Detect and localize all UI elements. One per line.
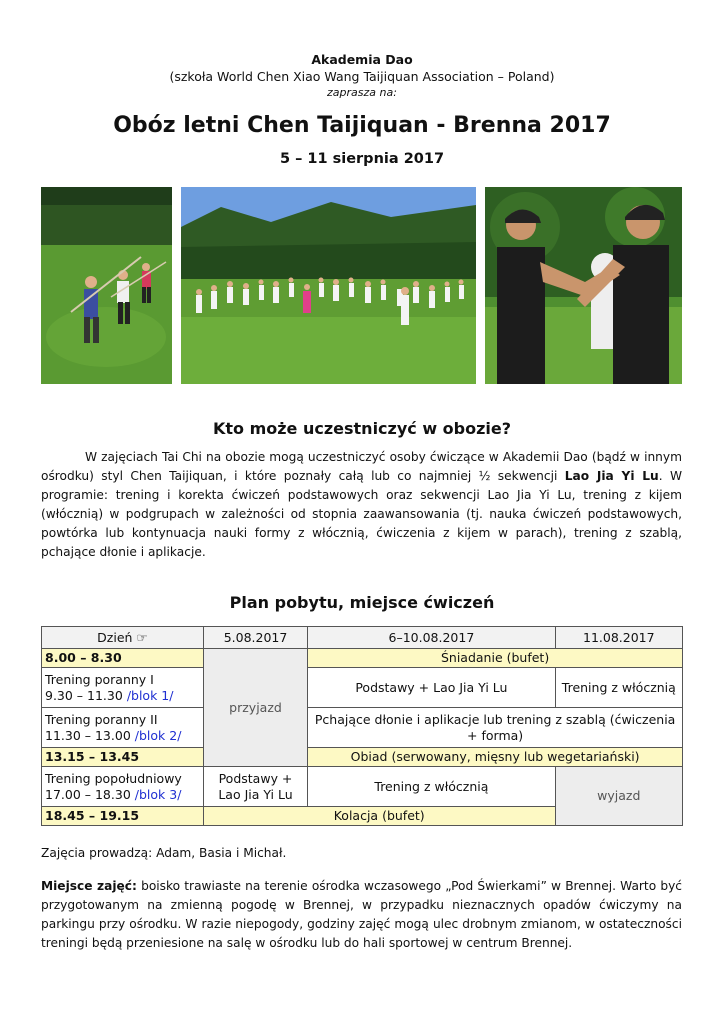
photo-stick-practice [41,187,172,384]
photo-group-training [181,187,476,384]
morning1-last-day: Trening z włócznią [555,668,682,708]
morning2-label [42,708,204,748]
morning2-name: Trening poranny II [45,711,158,727]
arrival-cell: przyjazd [203,649,307,767]
afternoon-name: Trening popołudniowy [45,770,182,786]
section-heading-plan: Plan pobytu, miejsce ćwiczeń [229,593,495,612]
table-row [42,767,683,807]
morning1-main: Podstawy + Lao Jia Yi Lu [308,668,555,708]
place-label: Miejsce zajęć: [41,879,137,893]
breakfast-cell: Śniadanie (bufet) [308,649,683,668]
afternoon-block: /blok 3/ [134,786,182,802]
who-paragraph-2: W programie: trening i korekta ćwiczeń podstawowych oraz sekwencji Lao Jia Yi Lu, trening z kijem (włócznią) w podgrupach w zależności od stopnia zaawansowania (tj. nauka ćwiczeń podstawowych, powtórka lub kontynuacja nauki formy z włócznią, ćwiczenia z kijem w parach), trening z szablą, pchające dłonie i aplikacje. [41,469,683,559]
table-row [42,668,683,708]
lunch-cell: Obiad (serwowany, mięsny lub wegetariański) [308,748,683,767]
section-heading-who: Kto może uczestniczyć w obozie? [212,419,512,438]
morning2-time: 11.30 – 13.00 [45,727,131,743]
afternoon-main: Trening z włócznią [308,767,555,807]
header-last-day: 11.08.2017 [555,627,682,649]
header-middle-days: 6–10.08.2017 [308,627,555,649]
lunch-time: 13.15 – 13.45 [42,748,204,767]
event-dates: 5 – 11 sierpnia 2017 [279,151,445,167]
sequence-name: Lao Jia Yi Lu [564,469,659,483]
who-paragraph-1: W zajęciach Tai Chi na obozie mogą uczestniczyć osoby ćwiczące w Akademii Dao (bądź w innym ośrodku) styl Chen Taijiquan, i które poznały całą lub co najmniej ½ sekwencji [41,450,682,483]
dinner-time: 18.45 – 19.15 [42,807,204,826]
morning1-label [42,668,204,708]
table-row [42,649,683,668]
who-description: W zajęciach Tai Chi na obozie mogą uczestniczyć osoby ćwiczące w Akademii Dao (bądź w innym ośrodku) styl Chen Taijiquan, i które poznały całą lub co najmniej ½ sekwencji Lao Jia Yi Lu. W programie: trening i korekta ćwiczeń podstawowych oraz sekwencji Lao Jia Yi Lu, trening z kijem (włócznią) w podgrupach w zależności od stopnia zaawansowania (tj. nauka ćwiczeń podstawowych, powtórka lub kontynuacja nauki formy z włócznią, ćwiczenia z kijem w parach), trening z szablą, pchające dłonie i aplikacje. [41,450,683,559]
afternoon-time: 17.00 – 18.30 [45,786,131,802]
schedule-table [41,626,683,826]
photo-push-hands [485,187,682,384]
breakfast-time: 8.00 – 8.30 [42,649,204,668]
place-text: boisko trawiaste na terenie ośrodka wczasowego „Pod Świerkami” w Brennej. Warto być przygotowanym na zmienną pogodę w Brennej, w przypadku nieznacznych opadów ćwiczymy na parkingu przy ośrodku. W razie niepogody, godziny zajęć mogą ulec drobnym zmianom, w ostateczności treningi będą przeniesione na salę w ośrodku lub do hali sportowej w centrum Brennej. [41,879,682,950]
organization-subtitle: (szkoła World Chen Xiao Wang Taijiquan Association – Poland) [169,69,555,84]
instructors-line: Zajęcia prowadzą: Adam, Basia i Michał. [41,846,287,860]
page-title: Obóz letni Chen Taijiquan - Brenna 2017 [113,113,611,138]
morning1-time: 9.30 – 11.30 [45,687,123,703]
header-first-day: 5.08.2017 [203,627,307,649]
place-description [41,877,682,953]
departure-cell: wyjazd [555,767,682,826]
morning1-name: Trening poranny I [45,671,154,687]
organization-name: Akademia Dao [311,52,413,67]
afternoon-first-day: Podstawy + Lao Jia Yi Lu [203,767,307,807]
header-day: Dzień ☞ [42,627,204,649]
table-header-row [42,627,683,649]
morning1-block: /blok 1/ [126,687,174,703]
dinner-cell: Kolacja (bufet) [203,807,555,826]
afternoon-label [42,767,204,807]
morning2-block: /blok 2/ [134,727,182,743]
table-row [42,708,683,748]
invitation-line: zaprasza na: [327,86,397,99]
morning2-main: Pchające dłonie i aplikacje lub trening z szablą (ćwiczenia + forma) [308,708,683,748]
table-row [42,748,683,767]
